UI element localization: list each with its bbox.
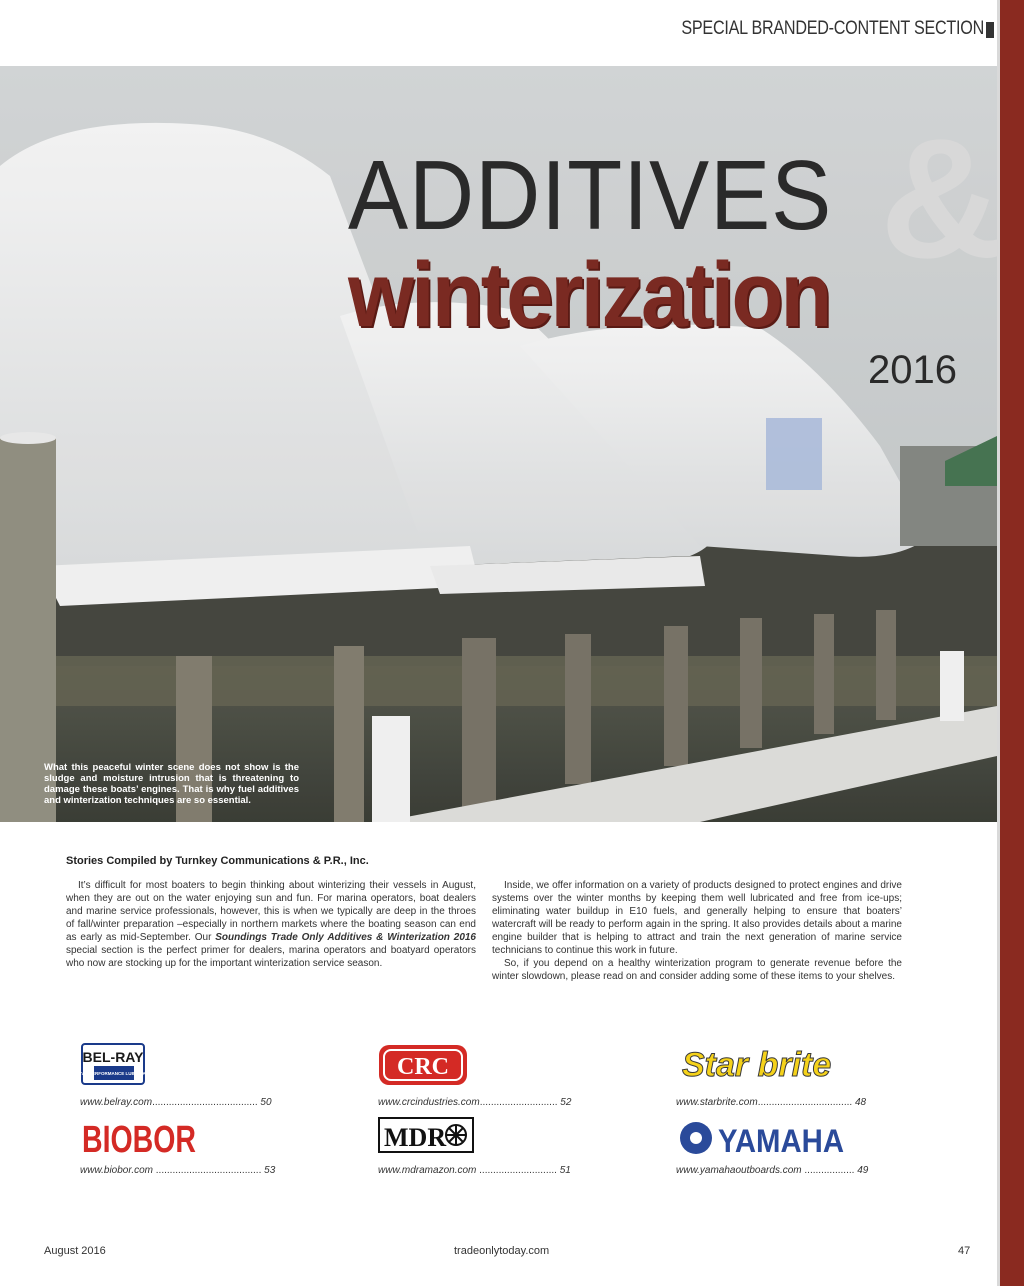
- photo-caption: What this peaceful winter scene does not show is the sludge and moisture intrusion that is threatening to damage these boats’ engines. That is why fuel additives and winterization techniques are so essential.: [44, 762, 299, 806]
- intro-column-left: [66, 879, 476, 970]
- sponsor-page: 53: [264, 1165, 276, 1176]
- intro-text-b: special section is the perfect primer for dealers, marina operators and boatyard operators who now are stocking up for the important winterization service season.: [66, 945, 476, 969]
- body-paragraph-1: Inside, we offer information on a variety of products designed to protect engines and drive systems over the winter months by keeping them well lubricated and free from ice-ups; eliminating water buildup in E10 fuels, and generally helping to ensure that boaters’ watercraft will be ready to perform again in the spring. It also provides details about a marine engine builder that is helping to attract and train the next generation of marine service technicians to continue this work in future.: [492, 880, 902, 956]
- title-additives: ADDITIVES: [348, 140, 833, 250]
- sponsor-starbrite[interactable]: [676, 1097, 866, 1108]
- crc-logo[interactable]: [378, 1044, 468, 1086]
- intro-paragraph: [66, 879, 476, 970]
- page-number: 47: [958, 1245, 971, 1257]
- crc-logo-text: CRC: [397, 1054, 449, 1080]
- intro-column-right: [492, 879, 902, 983]
- leader-dots: ..................................: [757, 1097, 853, 1108]
- leader-dots: ......................................: [155, 1165, 262, 1176]
- byline: Stories Compiled by Turnkey Communications & P.R., Inc.: [66, 855, 369, 867]
- leader-dots: ..................: [804, 1165, 855, 1176]
- leader-dots: ......................................: [152, 1097, 258, 1108]
- title-winterization: winterization: [348, 244, 830, 346]
- sponsor-mdr[interactable]: [378, 1165, 571, 1176]
- sponsor-biobor[interactable]: [80, 1165, 275, 1176]
- belray-logo[interactable]: [73, 1042, 155, 1086]
- title-year: 2016: [868, 348, 957, 392]
- sponsor-url[interactable]: www.yamahaoutboards.com: [676, 1165, 802, 1176]
- belray-logo-text: BEL-RAY: [82, 1049, 144, 1065]
- intro-section-title: Soundings Trade Only Additives & Winterization 2016: [215, 932, 476, 943]
- right-accent-bar: [1000, 0, 1024, 1286]
- belray-logo-subtext: TOTAL PERFORMANCE LUBRICANTS: [73, 1071, 155, 1076]
- sponsor-url[interactable]: www.starbrite.com: [676, 1097, 758, 1108]
- leader-dots: ............................: [479, 1097, 558, 1108]
- biobor-logo-text: BIOBOR: [82, 1119, 196, 1161]
- body-paragraph-2: So, if you depend on a healthy winterization program to generate revenue before the winter slowdown, please read on and consider adding some of these items to your shelves.: [492, 958, 902, 982]
- section-marker: [986, 22, 994, 38]
- footer-date: August 2016: [44, 1245, 106, 1257]
- section-label: SPECIAL BRANDED-CONTENT SECTION: [681, 18, 984, 39]
- sponsor-page: 49: [857, 1165, 869, 1176]
- mdr-logo-text: MDR: [384, 1123, 447, 1152]
- sponsor-url[interactable]: www.belray.com: [80, 1097, 153, 1108]
- intro-text-a: It’s difficult for most boaters to begin thinking about winterizing their vessels in August, when they are out on the water enjoying sun and fun. For marina operators, boat dealers and marine service professionals, however, this is when we typically are deep in the throes of fall/winter preparation –especially in northern markets where the boating season can end as early as mid-September. Our: [66, 880, 476, 943]
- hero-photo: [0, 66, 1003, 822]
- starbrite-logo[interactable]: [676, 1036, 846, 1086]
- sponsor-belray[interactable]: [80, 1097, 272, 1108]
- sponsor-url[interactable]: www.biobor.com: [80, 1165, 153, 1176]
- sponsor-url[interactable]: www.mdramazon.com: [378, 1165, 477, 1176]
- biobor-logo[interactable]: [80, 1116, 198, 1161]
- sponsor-page: 50: [260, 1097, 272, 1108]
- sponsor-page: 52: [560, 1097, 572, 1108]
- leader-dots: ............................: [479, 1165, 557, 1176]
- yamaha-logo[interactable]: [678, 1118, 848, 1158]
- sponsor-url[interactable]: www.crcindustries.com: [378, 1097, 480, 1108]
- sponsor-crc[interactable]: [378, 1097, 571, 1108]
- sponsor-page: 48: [854, 1097, 867, 1108]
- starbrite-logo-text: Star brite: [682, 1046, 832, 1084]
- sponsor-yamaha[interactable]: [676, 1165, 868, 1176]
- footer-site[interactable]: tradeonlytoday.com: [454, 1245, 550, 1257]
- sponsor-page: 51: [559, 1165, 571, 1176]
- mdr-logo[interactable]: [378, 1116, 478, 1154]
- title-ampersand: &: [880, 104, 1003, 294]
- yamaha-logo-text: YAMAHA: [718, 1123, 844, 1159]
